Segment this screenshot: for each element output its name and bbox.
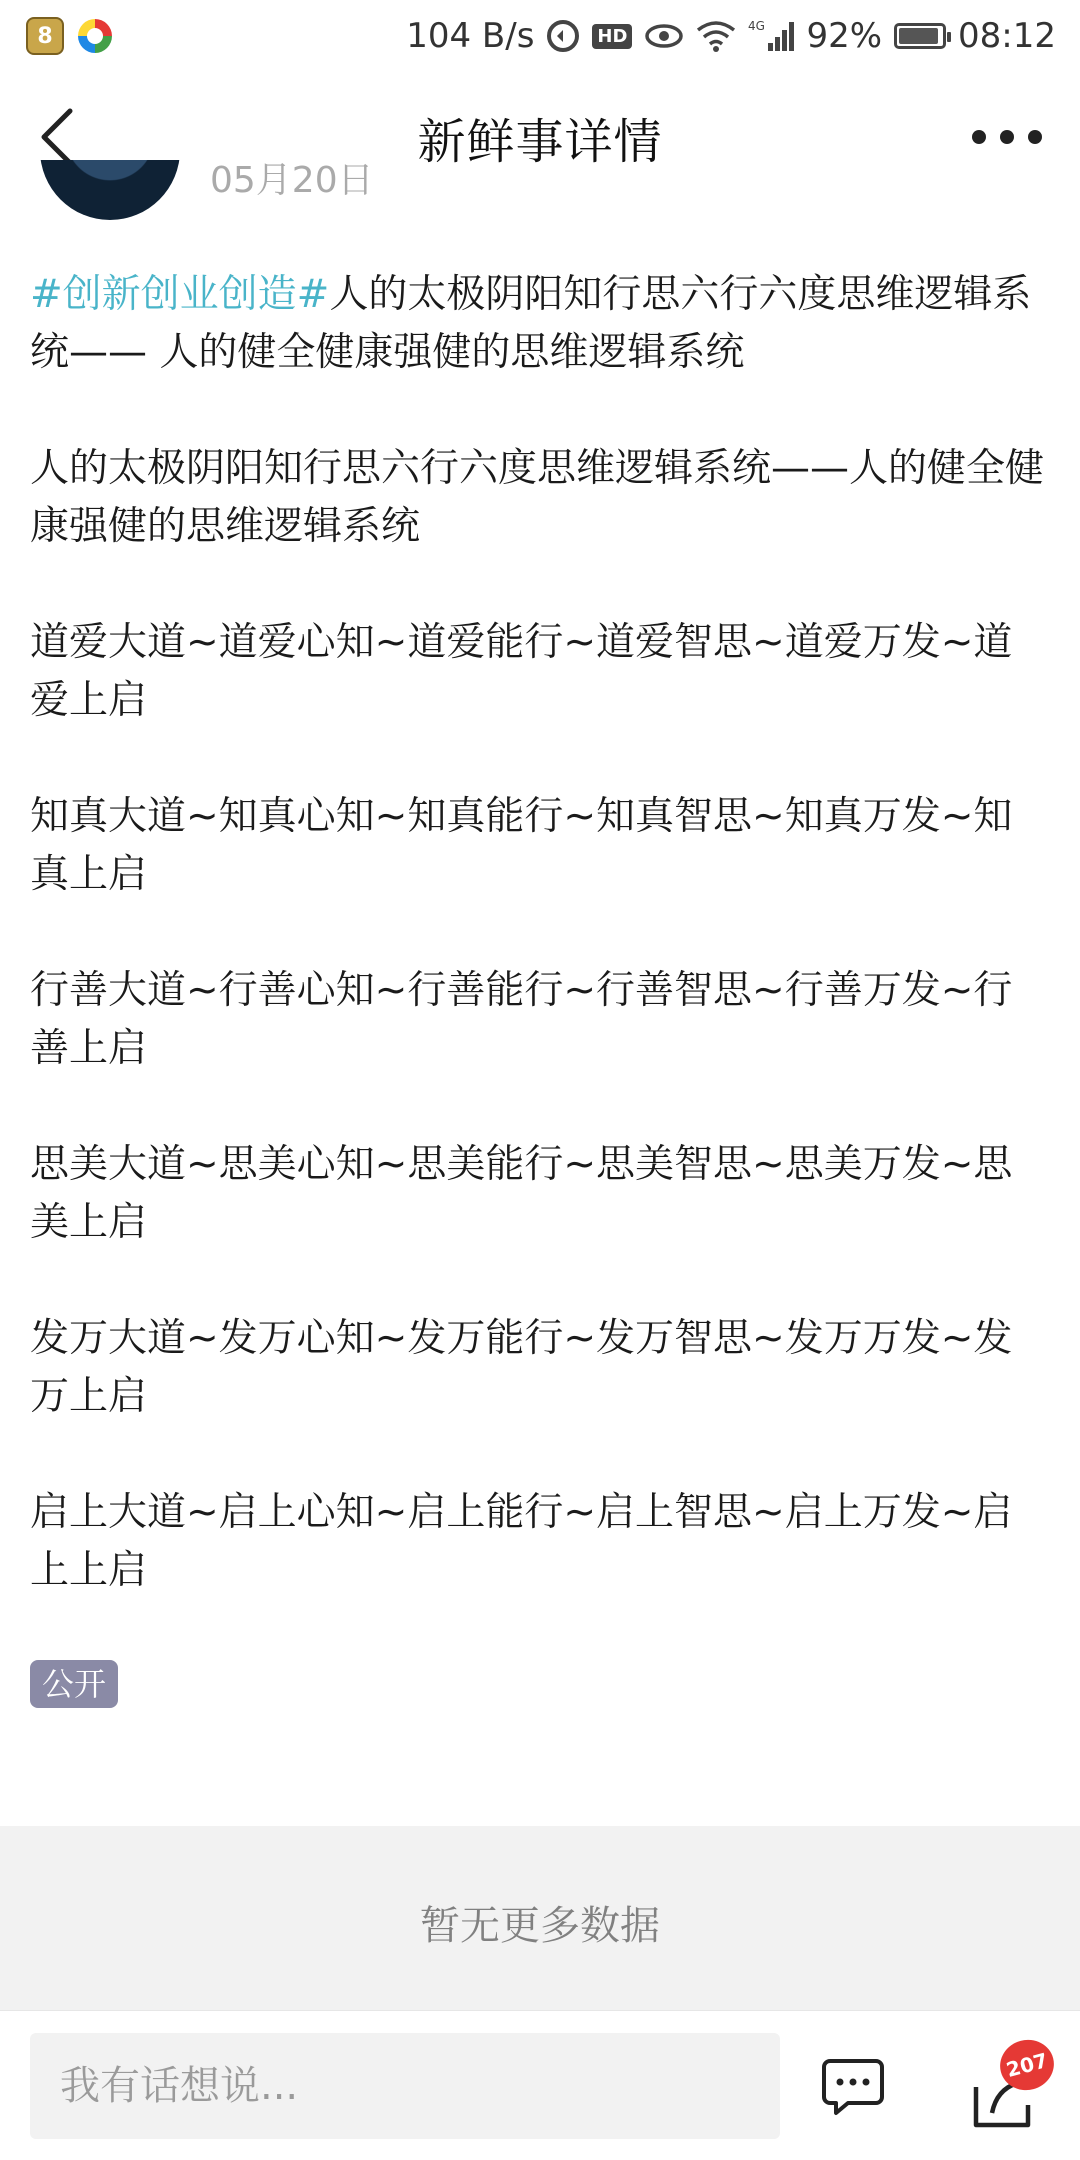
author-avatar[interactable] (40, 160, 180, 220)
more-dot (972, 130, 986, 144)
more-options-button[interactable] (972, 112, 1042, 162)
post-paragraph: 启上大道~启上心知~启上能行~启上智思~启上万发~启上上启 (30, 1490, 1013, 1593)
share-count-badge: 207 (994, 2034, 1059, 2096)
comment-button[interactable] (820, 2053, 886, 2119)
post-paragraph: 行善大道~行善心知~行善能行~行善智思~行善万发~行善上启 (30, 968, 1013, 1071)
app-notification-icon: 8 (26, 17, 64, 55)
post-paragraph: 人的太极阴阳知行思六行六度思维逻辑系统——人的健全健康强健的思维逻辑系统 (30, 446, 1045, 549)
post-paragraph (30, 266, 1050, 382)
eye-comfort-icon (644, 22, 684, 50)
post-body (30, 266, 1050, 1600)
post-paragraph: 思美大道~思美心知~思美能行~思美智思~思美万发~思美上启 (30, 1142, 1013, 1245)
no-more-data-text: 暂无更多数据 (0, 1834, 1080, 2010)
network-speed: 104 B/s (406, 16, 535, 56)
post-text: 人的太极阴阳知行思六行六度思维逻辑系统—— 人的健全健康强健的思维逻辑系统 (30, 272, 1032, 375)
post-paragraph: 发万大道~发万心知~发万能行~发万智思~发万万发~发万上启 (30, 1316, 1013, 1419)
battery-fill (899, 28, 938, 44)
more-dot (1028, 130, 1042, 144)
hd-icon: HD (592, 24, 632, 49)
clock: 08:12 (958, 16, 1056, 56)
data-saver-icon (546, 19, 580, 53)
visibility-badge: 公开 (30, 1660, 118, 1708)
bottom-comment-bar (0, 2010, 1080, 2160)
svg-text:4G: 4G (748, 19, 766, 33)
hashtag-link[interactable]: #创新创业创造# (30, 272, 330, 317)
wifi-icon (696, 20, 736, 52)
page-title: 新鲜事详情 (417, 113, 663, 170)
battery-icon (894, 23, 946, 49)
back-arrow-icon (36, 107, 76, 167)
post-paragraph: 道爱大道~道爱心知~道爱能行~道爱智思~道爱万发~道爱上启 (30, 620, 1013, 723)
battery-percent: 92% (806, 16, 883, 56)
cellular-signal-icon (748, 19, 794, 53)
comment-input[interactable] (30, 2033, 780, 2139)
status-bar (0, 0, 1080, 72)
weibo-notification-icon (78, 19, 112, 53)
comment-bubble-icon (820, 2053, 886, 2119)
post-header (30, 160, 1030, 230)
post-paragraph: 知真大道~知真心知~知真能行~知真智思~知真万发~知真上启 (30, 794, 1013, 897)
status-right (406, 16, 1056, 56)
status-left (26, 17, 112, 55)
more-dot (1000, 130, 1014, 144)
post-date: 05月20日 (210, 160, 374, 201)
